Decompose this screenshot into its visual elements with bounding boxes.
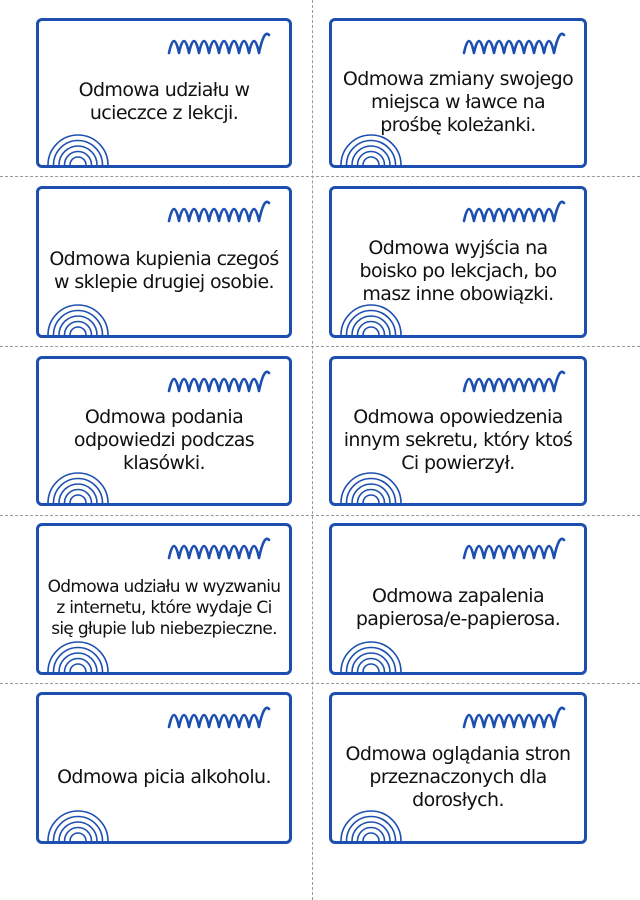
card-text: Odmowa wyjścia na boisko po lekcjach, bo masz inne obowiązki. <box>359 236 557 305</box>
vertical-cut-line <box>312 0 313 900</box>
card-text: Odmowa oglądania stron przeznaczonych dla dorosłych. <box>345 742 571 811</box>
card-text: Odmowa zapalenia papierosa/e-papierosa. <box>355 585 561 630</box>
card-text: Odmowa kupienia czegoś w sklepie drugiej osobie. <box>49 248 279 293</box>
card-5 <box>36 356 292 506</box>
card-8 <box>329 523 587 675</box>
card-4 <box>329 186 587 338</box>
card-6 <box>329 356 587 506</box>
card-text: Odmowa zmiany swojego miejsca w ławce na prośbę koleżanki. <box>342 67 574 136</box>
card-text: Odmowa udziału w wyzwaniu z internetu, które wydaje Ci się głupie lub niebezpieczne. <box>47 576 281 639</box>
card-7 <box>36 523 292 675</box>
horizontal-cut-line <box>0 515 640 516</box>
card-text: Odmowa picia alkoholu. <box>57 765 271 788</box>
card-9 <box>36 692 292 844</box>
horizontal-cut-line <box>0 683 640 684</box>
card-text: Odmowa udziału w ucieczce z lekcji. <box>78 79 250 124</box>
card-1 <box>36 18 292 168</box>
card-text: Odmowa podania odpowiedzi podczas klasówki. <box>73 405 255 474</box>
card-2 <box>329 18 587 168</box>
card-10 <box>329 692 587 844</box>
horizontal-cut-line <box>0 346 640 347</box>
card-3 <box>36 186 292 338</box>
card-text: Odmowa opowiedzenia innym sekretu, który ktoś Ci powierzył. <box>343 405 573 474</box>
horizontal-cut-line <box>0 176 640 177</box>
